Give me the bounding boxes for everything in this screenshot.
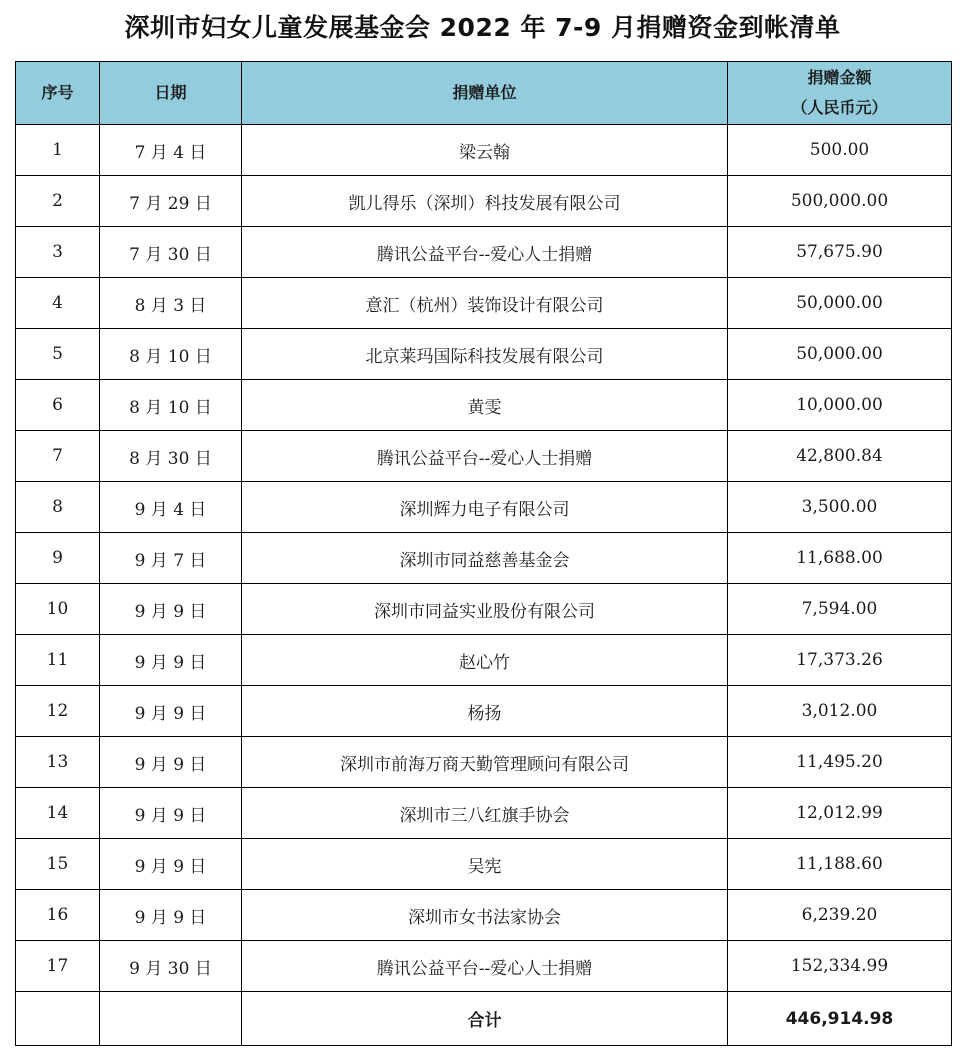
cell-seq: 13 [16, 737, 100, 788]
table-row [16, 533, 952, 584]
cell-donor: 北京莱玛国际科技发展有限公司 [242, 329, 728, 380]
table-row [16, 941, 952, 992]
cell-donor: 意汇（杭州）装饰设计有限公司 [242, 278, 728, 329]
cell-date: 9 月 9 日 [100, 788, 242, 839]
cell-date: 9 月 4 日 [100, 482, 242, 533]
cell-seq: 4 [16, 278, 100, 329]
cell-date: 9 月 9 日 [100, 737, 242, 788]
cell-seq: 12 [16, 686, 100, 737]
header-date: 日期 [100, 62, 242, 125]
cell-date: 7 月 29 日 [100, 176, 242, 227]
cell-donor: 黄雯 [242, 380, 728, 431]
donation-table [15, 61, 952, 1046]
cell-donor: 深圳市同益实业股份有限公司 [242, 584, 728, 635]
cell-amount: 17,373.26 [728, 635, 952, 686]
table-row [16, 380, 952, 431]
cell-date: 9 月 9 日 [100, 686, 242, 737]
table-row [16, 686, 952, 737]
cell-amount: 57,675.90 [728, 227, 952, 278]
cell-donor: 腾讯公益平台--爱心人士捐赠 [242, 227, 728, 278]
header-amount [728, 62, 952, 125]
total-empty-seq [16, 992, 100, 1046]
cell-date: 9 月 30 日 [100, 941, 242, 992]
cell-amount: 500,000.00 [728, 176, 952, 227]
table-header-row [16, 62, 952, 125]
table-row [16, 431, 952, 482]
cell-amount: 10,000.00 [728, 380, 952, 431]
cell-seq: 2 [16, 176, 100, 227]
cell-seq: 8 [16, 482, 100, 533]
cell-amount: 42,800.84 [728, 431, 952, 482]
cell-date: 8 月 3 日 [100, 278, 242, 329]
cell-donor: 吴宪 [242, 839, 728, 890]
cell-seq: 1 [16, 125, 100, 176]
total-empty-date [100, 992, 242, 1046]
page-title: 深圳市妇女儿童发展基金会 2022 年 7-9 月捐赠资金到帐清单 [124, 13, 841, 42]
cell-donor: 赵心竹 [242, 635, 728, 686]
table-row [16, 227, 952, 278]
header-seq: 序号 [16, 62, 100, 125]
cell-donor: 杨扬 [242, 686, 728, 737]
cell-date: 9 月 9 日 [100, 890, 242, 941]
cell-amount: 11,495.20 [728, 737, 952, 788]
cell-donor: 腾讯公益平台--爱心人士捐赠 [242, 431, 728, 482]
cell-date: 9 月 9 日 [100, 839, 242, 890]
cell-date: 9 月 7 日 [100, 533, 242, 584]
cell-seq: 6 [16, 380, 100, 431]
cell-amount: 6,239.20 [728, 890, 952, 941]
header-donor: 捐赠单位 [242, 62, 728, 125]
table-row [16, 635, 952, 686]
table-row [16, 890, 952, 941]
cell-date: 9 月 9 日 [100, 635, 242, 686]
cell-donor: 深圳市女书法家协会 [242, 890, 728, 941]
cell-amount: 3,012.00 [728, 686, 952, 737]
cell-amount: 50,000.00 [728, 329, 952, 380]
cell-amount: 12,012.99 [728, 788, 952, 839]
cell-amount: 7,594.00 [728, 584, 952, 635]
cell-date: 7 月 4 日 [100, 125, 242, 176]
cell-seq: 15 [16, 839, 100, 890]
table-row [16, 737, 952, 788]
header-amount-line2: （人民币元） [791, 98, 888, 117]
table-row [16, 329, 952, 380]
cell-seq: 14 [16, 788, 100, 839]
cell-amount: 11,688.00 [728, 533, 952, 584]
table-body [16, 125, 952, 1046]
table-row [16, 839, 952, 890]
cell-amount: 11,188.60 [728, 839, 952, 890]
cell-date: 8 月 10 日 [100, 380, 242, 431]
table-row [16, 788, 952, 839]
cell-donor: 深圳辉力电子有限公司 [242, 482, 728, 533]
cell-amount: 500.00 [728, 125, 952, 176]
cell-seq: 17 [16, 941, 100, 992]
cell-seq: 7 [16, 431, 100, 482]
cell-seq: 9 [16, 533, 100, 584]
cell-date: 7 月 30 日 [100, 227, 242, 278]
table-row [16, 278, 952, 329]
table-row [16, 482, 952, 533]
total-amount: 446,914.98 [728, 992, 952, 1046]
cell-donor: 凯儿得乐（深圳）科技发展有限公司 [242, 176, 728, 227]
table-row [16, 176, 952, 227]
total-label: 合计 [242, 992, 728, 1046]
header-amount-line1: 捐赠金额 [807, 68, 872, 87]
cell-seq: 3 [16, 227, 100, 278]
table-row [16, 125, 952, 176]
total-row [16, 992, 952, 1046]
cell-donor: 梁云翰 [242, 125, 728, 176]
cell-amount: 3,500.00 [728, 482, 952, 533]
cell-donor: 深圳市三八红旗手协会 [242, 788, 728, 839]
cell-amount: 50,000.00 [728, 278, 952, 329]
cell-seq: 16 [16, 890, 100, 941]
cell-seq: 5 [16, 329, 100, 380]
cell-date: 8 月 10 日 [100, 329, 242, 380]
table-row [16, 584, 952, 635]
cell-donor: 深圳市同益慈善基金会 [242, 533, 728, 584]
cell-date: 9 月 9 日 [100, 584, 242, 635]
cell-seq: 11 [16, 635, 100, 686]
cell-seq: 10 [16, 584, 100, 635]
cell-amount: 152,334.99 [728, 941, 952, 992]
cell-donor: 深圳市前海万商天勤管理顾问有限公司 [242, 737, 728, 788]
cell-donor: 腾讯公益平台--爱心人士捐赠 [242, 941, 728, 992]
cell-date: 8 月 30 日 [100, 431, 242, 482]
